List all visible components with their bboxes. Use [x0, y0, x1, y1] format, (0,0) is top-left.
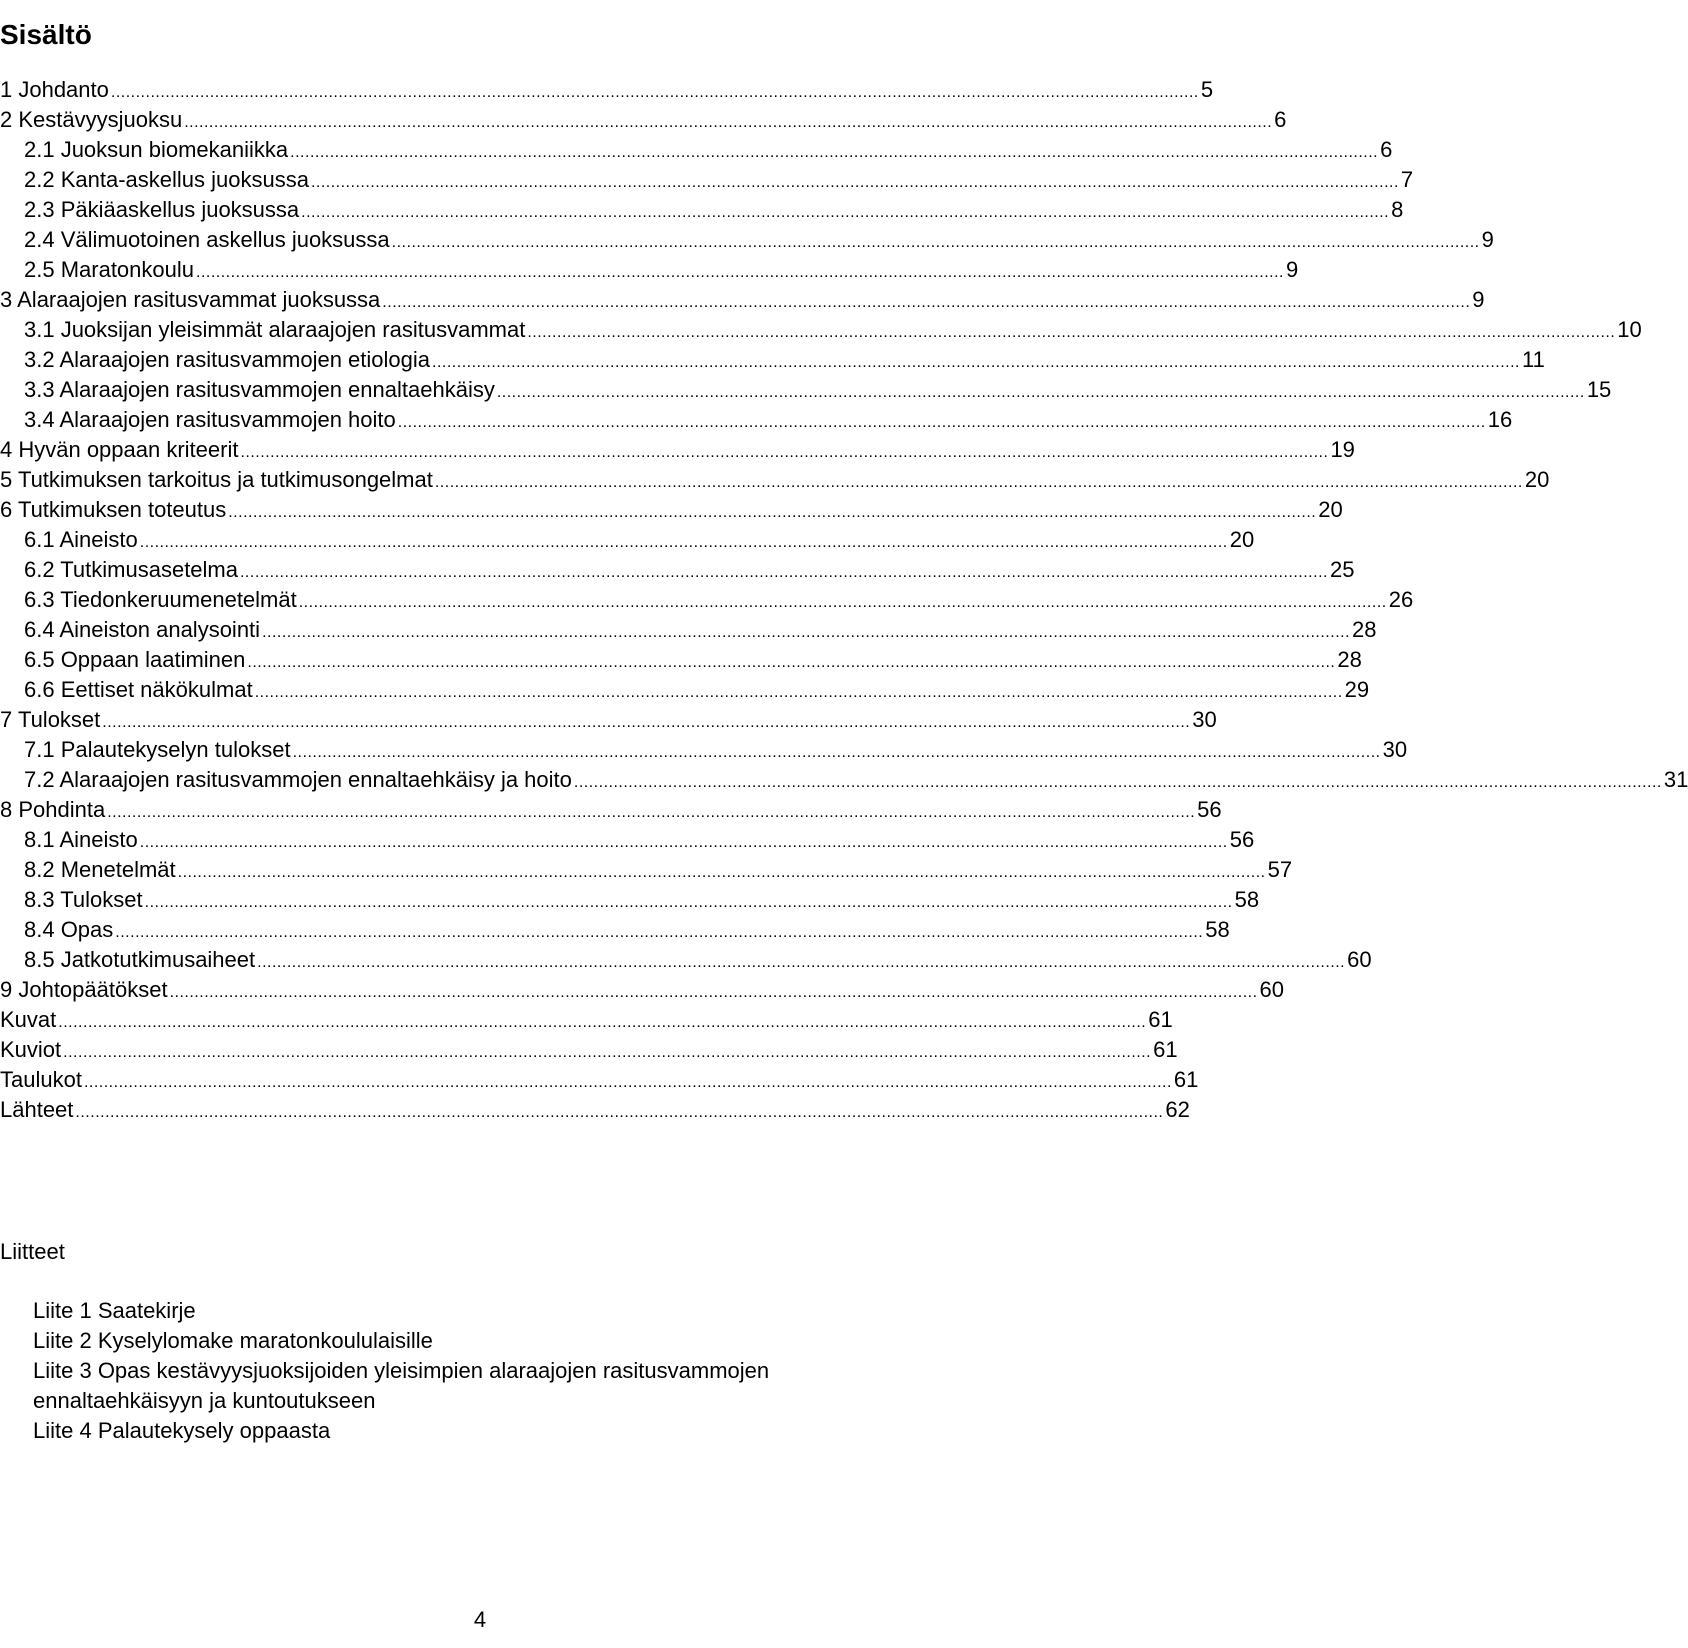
- toc-entry-page: 61: [1173, 1067, 1199, 1092]
- toc-dot-leader: ............................................................................................................................................................................................................................: [139, 534, 1228, 551]
- toc-dot-leader: ............................................................................................................................................................................................................................: [110, 84, 1199, 101]
- toc-entry-title: Kuviot: [0, 1037, 62, 1062]
- toc-entry-page: 26: [1388, 587, 1414, 612]
- toc-entry[interactable]: [0, 555, 1355, 585]
- toc-entry-title: 6.1 Aineisto: [24, 527, 138, 552]
- toc-entry[interactable]: [0, 1035, 1178, 1065]
- toc-dot-leader: ............................................................................................................................................................................................................................: [496, 384, 1585, 401]
- toc-entry-title: Kuvat: [0, 1007, 57, 1032]
- toc-entry-page: 9: [1285, 257, 1299, 282]
- toc-entry-title: 6.6 Eettiset näkökulmat: [24, 677, 253, 702]
- toc-dot-leader: ............................................................................................................................................................................................................................: [58, 1014, 1147, 1031]
- toc-entry-page: 20: [1229, 527, 1255, 552]
- toc-entry[interactable]: [0, 285, 1485, 315]
- toc-entry-title: 8.2 Menetelmät: [24, 857, 176, 882]
- attachments-heading: Liitteet: [0, 1239, 65, 1264]
- toc-dot-leader: ............................................................................................................................................................................................................................: [391, 234, 1480, 251]
- toc-dot-leader: ............................................................................................................................................................................................................................: [397, 414, 1486, 431]
- toc-entry-title: 1 Johdanto: [0, 77, 109, 102]
- toc-dot-leader: ............................................................................................................................................................................................................................: [239, 564, 1328, 581]
- toc-dot-leader: ............................................................................................................................................................................................................................: [107, 804, 1196, 821]
- toc-entry-title: Taulukot: [0, 1067, 82, 1092]
- toc-entry[interactable]: [0, 615, 1377, 645]
- toc-entry-page: 61: [1148, 1007, 1173, 1032]
- toc-entry-title: 3.4 Alaraajojen rasitusvammojen hoito: [24, 407, 396, 432]
- toc-entry[interactable]: [0, 885, 1260, 915]
- toc-entry-title: 6.3 Tiedonkeruumenetelmät: [24, 587, 297, 612]
- attachments-list: [33, 1296, 933, 1446]
- toc-dot-leader: ............................................................................................................................................................................................................................: [139, 834, 1228, 851]
- toc-dot-leader: ............................................................................................................................................................................................................................: [262, 624, 1351, 641]
- toc-dot-leader: ............................................................................................................................................................................................................................: [184, 114, 1273, 131]
- toc-entry-title: 3.2 Alaraajojen rasitusvammojen etiologia: [24, 347, 431, 372]
- toc-entry-title: 7 Tulokset: [0, 707, 101, 732]
- toc-entry-page: 58: [1205, 917, 1230, 942]
- toc-entry[interactable]: [0, 195, 1404, 225]
- toc-entry[interactable]: [0, 465, 1550, 495]
- toc-entry-page: 9: [1472, 287, 1485, 312]
- toc-entry-title: 6.2 Tutkimusasetelma: [24, 557, 238, 582]
- toc-entry-title: 3 Alaraajojen rasitusvammat juoksussa: [0, 287, 381, 312]
- toc-entry-page: 20: [1318, 497, 1343, 522]
- toc-entry-page: 61: [1153, 1037, 1178, 1062]
- toc-entry-page: 31: [1663, 767, 1688, 792]
- attachment-item: Liite 1 Saatekirje: [33, 1298, 196, 1323]
- toc-entry[interactable]: [0, 105, 1287, 135]
- toc-dot-leader: ............................................................................................................................................................................................................................: [310, 174, 1399, 191]
- table-of-contents: [0, 75, 1688, 1125]
- toc-entry-page: 9: [1481, 227, 1494, 252]
- toc-dot-leader: ............................................................................................................................................................................................................................: [144, 894, 1233, 911]
- toc-entry[interactable]: [0, 915, 1230, 945]
- toc-entry[interactable]: [0, 795, 1222, 825]
- toc-entry-page: 58: [1234, 887, 1260, 912]
- toc-entry-title: 2 Kestävyysjuoksu: [0, 107, 183, 132]
- toc-dot-leader: ............................................................................................................................................................................................................................: [240, 444, 1329, 461]
- toc-entry-title: 7.2 Alaraajojen rasitusvammojen ennaltaehkäisy ja hoito: [24, 767, 572, 792]
- toc-entry[interactable]: [0, 765, 1688, 795]
- toc-entry-page: 10: [1617, 317, 1642, 342]
- toc-entry[interactable]: [0, 1065, 1199, 1095]
- toc-entry-title: 2.4 Välimuotoinen askellus juoksussa: [24, 227, 390, 252]
- toc-entry-title: 4 Hyvän oppaan kriteerit: [0, 437, 239, 462]
- toc-entry[interactable]: [0, 255, 1299, 285]
- toc-entry-page: 6: [1274, 107, 1287, 132]
- toc-entry-title: 2.3 Päkiäaskellus juoksussa: [24, 197, 300, 222]
- toc-dot-leader: ............................................................................................................................................................................................................................: [434, 474, 1523, 491]
- toc-entry[interactable]: [0, 525, 1255, 555]
- toc-entry-title: 8 Pohdinta: [0, 797, 106, 822]
- toc-entry[interactable]: [0, 315, 1642, 345]
- toc-entry-title: 3.1 Juoksijan yleisimmät alaraajojen rasitusvammat: [24, 317, 526, 342]
- attachment-item: ennaltaehkäisyyn ja kuntoutukseen: [33, 1388, 376, 1413]
- toc-dot-leader: ............................................................................................................................................................................................................................: [573, 774, 1662, 791]
- toc-dot-leader: ............................................................................................................................................................................................................................: [254, 684, 1343, 701]
- toc-dot-leader: ............................................................................................................................................................................................................................: [63, 1044, 1152, 1061]
- toc-dot-leader: ............................................................................................................................................................................................................................: [169, 984, 1258, 1001]
- toc-entry-page: 29: [1344, 677, 1370, 702]
- toc-entry[interactable]: [0, 705, 1217, 735]
- toc-entry-page: 11: [1521, 347, 1545, 372]
- toc-entry[interactable]: [0, 855, 1293, 885]
- toc-entry-page: 16: [1487, 407, 1513, 432]
- toc-entry-title: 5 Tutkimuksen tarkoitus ja tutkimusongelmat: [0, 467, 433, 492]
- toc-entry[interactable]: [0, 825, 1255, 855]
- toc-entry[interactable]: [0, 435, 1355, 465]
- toc-entry[interactable]: [0, 345, 1545, 375]
- toc-entry-title: 2.2 Kanta-askellus juoksussa: [24, 167, 309, 192]
- toc-dot-leader: ............................................................................................................................................................................................................................: [177, 864, 1266, 881]
- toc-entry-title: 2.1 Juoksun biomekaniikka: [24, 137, 289, 162]
- toc-entry[interactable]: [0, 405, 1513, 435]
- attachment-item: Liite 3 Opas kestävyysjuoksijoiden yleisimpien alaraajojen rasitusvammojen: [33, 1358, 770, 1383]
- toc-entry[interactable]: [0, 1095, 1190, 1125]
- toc-entry-title: 8.4 Opas: [24, 917, 114, 942]
- toc-entry-page: 20: [1524, 467, 1550, 492]
- toc-dot-leader: ............................................................................................................................................................................................................................: [75, 1104, 1164, 1121]
- toc-entry-page: 5: [1200, 77, 1214, 102]
- toc-entry[interactable]: [0, 945, 1372, 975]
- toc-entry-page: 30: [1382, 737, 1408, 762]
- toc-dot-leader: ............................................................................................................................................................................................................................: [432, 354, 1520, 371]
- toc-dot-leader: ............................................................................................................................................................................................................................: [247, 654, 1336, 671]
- toc-entry[interactable]: [0, 675, 1370, 705]
- toc-dot-leader: ............................................................................................................................................................................................................................: [382, 294, 1471, 311]
- toc-entry[interactable]: [0, 495, 1343, 525]
- toc-entry[interactable]: [0, 165, 1414, 195]
- page-number: 4: [473, 1607, 487, 1632]
- toc-entry-page: 56: [1197, 797, 1222, 822]
- toc-dot-leader: ............................................................................................................................................................................................................................: [301, 204, 1390, 221]
- attachment-item: Liite 4 Palautekysely oppaasta: [33, 1418, 331, 1443]
- toc-entry-page: 62: [1165, 1097, 1190, 1122]
- toc-entry-page: 7: [1400, 167, 1414, 192]
- toc-dot-leader: ............................................................................................................................................................................................................................: [527, 324, 1616, 341]
- toc-entry-page: 6: [1380, 137, 1393, 162]
- toc-entry[interactable]: [0, 975, 1285, 1005]
- toc-entry[interactable]: [0, 1005, 1173, 1035]
- toc-dot-leader: ............................................................................................................................................................................................................................: [115, 924, 1204, 941]
- toc-entry[interactable]: [0, 375, 1612, 405]
- toc-entry-title: 8.3 Tulokset: [24, 887, 143, 912]
- toc-entry-title: 8.5 Jatkotutkimusaiheet: [24, 947, 256, 972]
- toc-entry[interactable]: [0, 645, 1362, 675]
- attachment-item: Liite 2 Kyselylomake maratonkoululaisille: [33, 1328, 433, 1353]
- toc-entry-title: 7.1 Palautekyselyn tulokset: [24, 737, 291, 762]
- page-title: Sisältö: [0, 18, 92, 50]
- toc-dot-leader: ............................................................................................................................................................................................................................: [257, 954, 1346, 971]
- toc-entry-title: 3.3 Alaraajojen rasitusvammojen ennaltaehkäisy: [24, 377, 495, 402]
- toc-entry[interactable]: [0, 585, 1414, 615]
- toc-entry-page: 8: [1391, 197, 1404, 222]
- toc-entry-title: 6.4 Aineiston analysointi: [24, 617, 261, 642]
- toc-dot-leader: ............................................................................................................................................................................................................................: [228, 504, 1317, 521]
- toc-entry-title: 9 Johtopäätökset: [0, 977, 168, 1002]
- toc-entry[interactable]: [0, 225, 1494, 255]
- toc-entry-title: 6.5 Oppaan laatiminen: [24, 647, 246, 672]
- toc-entry-title: 8.1 Aineisto: [24, 827, 138, 852]
- toc-entry-page: 28: [1337, 647, 1362, 672]
- toc-entry[interactable]: [0, 75, 1214, 105]
- toc-entry-page: 15: [1586, 377, 1612, 402]
- toc-entry[interactable]: [0, 135, 1393, 165]
- toc-entry-page: 60: [1347, 947, 1372, 972]
- toc-entry-page: 60: [1259, 977, 1285, 1002]
- toc-entry-page: 28: [1352, 617, 1377, 642]
- toc-dot-leader: ............................................................................................................................................................................................................................: [298, 594, 1387, 611]
- toc-entry-page: 30: [1192, 707, 1217, 732]
- toc-entry[interactable]: [0, 735, 1408, 765]
- toc-entry-page: 25: [1329, 557, 1355, 582]
- toc-dot-leader: ............................................................................................................................................................................................................................: [196, 264, 1284, 281]
- toc-entry-title: 6 Tutkimuksen toteutus: [0, 497, 227, 522]
- toc-dot-leader: ............................................................................................................................................................................................................................: [292, 744, 1381, 761]
- toc-entry-page: 19: [1330, 437, 1355, 462]
- toc-entry-title: Lähteet: [0, 1097, 74, 1122]
- toc-entry-page: 56: [1229, 827, 1255, 852]
- toc-entry-page: 57: [1267, 857, 1293, 882]
- toc-dot-leader: ............................................................................................................................................................................................................................: [290, 144, 1379, 161]
- toc-dot-leader: ............................................................................................................................................................................................................................: [102, 714, 1191, 731]
- toc-dot-leader: ............................................................................................................................................................................................................................: [83, 1074, 1172, 1091]
- toc-entry-title: 2.5 Maratonkoulu: [24, 257, 194, 282]
